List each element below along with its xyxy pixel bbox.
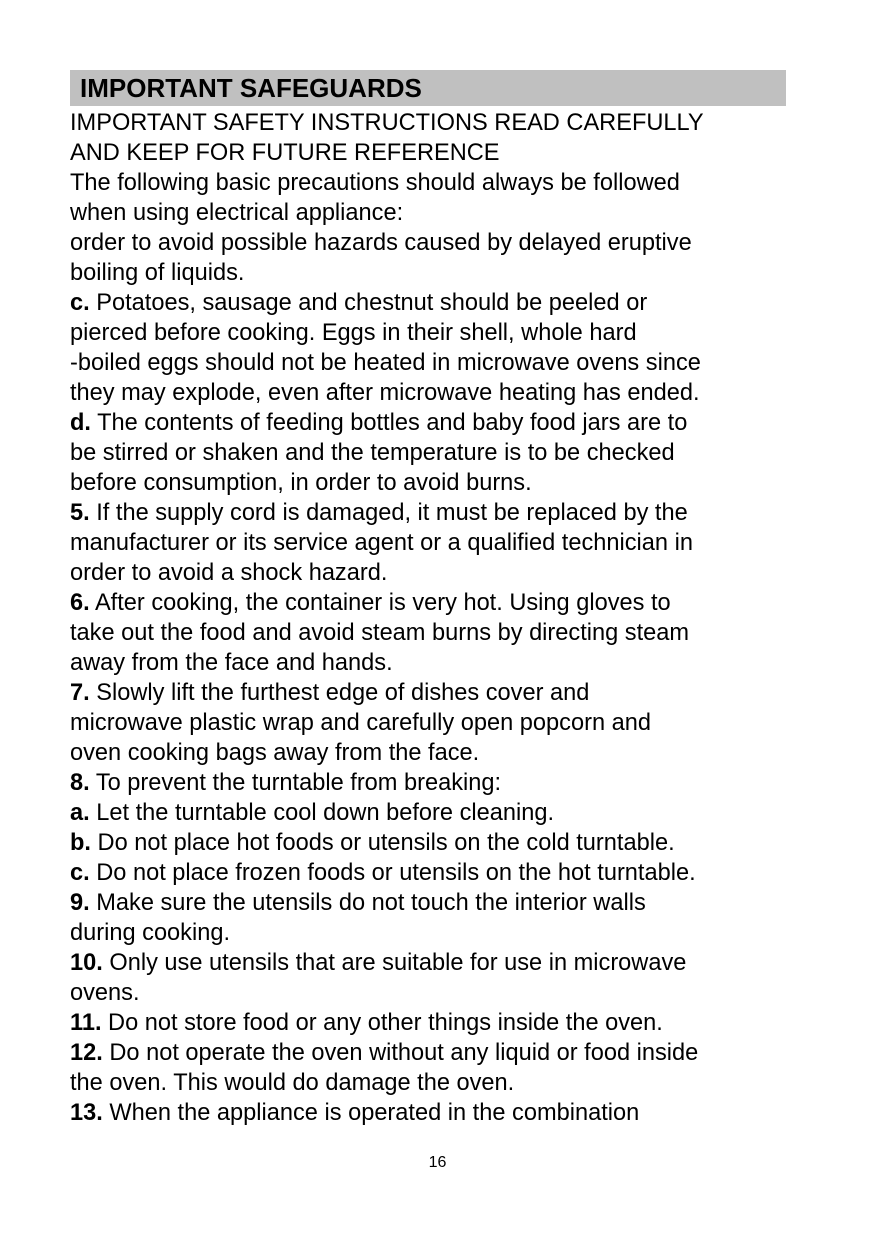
item-text: before consumption, in order to avoid burns. bbox=[70, 470, 532, 496]
item-text: Let the turntable cool down before cleaning. bbox=[89, 800, 555, 826]
item-text: ovens. bbox=[70, 980, 140, 1006]
text-line bbox=[70, 1098, 786, 1128]
item-text: be stirred or shaken and the temperature is to be checked bbox=[70, 440, 675, 466]
item-text: The contents of feeding bottles and baby food jars are to bbox=[90, 410, 688, 436]
item-text: they may explode, even after microwave heating has ended. bbox=[70, 380, 700, 406]
text-line bbox=[70, 468, 786, 498]
text-line bbox=[70, 738, 786, 768]
text-line bbox=[70, 288, 786, 318]
text-line bbox=[70, 408, 786, 438]
text-line bbox=[70, 768, 786, 798]
item-label: 9. bbox=[70, 890, 90, 916]
item-text: the oven. This would do damage the oven. bbox=[70, 1070, 515, 1096]
item-text: oven cooking bags away from the face. bbox=[70, 740, 480, 766]
text-line bbox=[70, 558, 786, 588]
text-line bbox=[70, 858, 786, 888]
text-line bbox=[70, 348, 786, 378]
text-line bbox=[70, 378, 786, 408]
item-label: 6. bbox=[70, 590, 90, 616]
item-text: After cooking, the container is very hot. Using gloves to bbox=[89, 590, 671, 616]
item-text: If the supply cord is damaged, it must be replaced by the bbox=[89, 500, 688, 526]
text-line bbox=[70, 198, 786, 228]
item-label: d. bbox=[70, 410, 91, 436]
text-line bbox=[70, 1008, 786, 1038]
item-text: during cooking. bbox=[70, 920, 231, 946]
item-text: When the appliance is operated in the combination bbox=[102, 1100, 640, 1126]
item-text: Do not operate the oven without any liquid or food inside bbox=[102, 1040, 699, 1066]
text-line bbox=[70, 888, 786, 918]
item-text: Slowly lift the furthest edge of dishes cover and bbox=[89, 680, 590, 706]
item-text: away from the face and hands. bbox=[70, 650, 393, 676]
text-line bbox=[70, 138, 786, 168]
item-label: 11. bbox=[70, 1010, 102, 1036]
item-label: 13. bbox=[70, 1100, 103, 1126]
item-text: order to avoid a shock hazard. bbox=[70, 560, 388, 586]
item-text: pierced before cooking. Eggs in their shell, whole hard bbox=[70, 320, 637, 346]
text-line bbox=[70, 168, 786, 198]
item-text: manufacturer or its service agent or a qualified technician in bbox=[70, 530, 693, 556]
item-text: take out the food and avoid steam burns by directing steam bbox=[70, 620, 690, 646]
item-text: Do not store food or any other things inside the oven. bbox=[101, 1010, 663, 1036]
item-text: boiling of liquids. bbox=[70, 260, 245, 286]
text-line bbox=[70, 528, 786, 558]
item-text: Only use utensils that are suitable for use in microwave bbox=[102, 950, 687, 976]
item-label: 12. bbox=[70, 1040, 103, 1066]
text-line bbox=[70, 588, 786, 618]
item-text: IMPORTANT SAFETY INSTRUCTIONS READ CAREFULLY bbox=[70, 110, 704, 136]
item-text: order to avoid possible hazards caused by delayed eruptive bbox=[70, 230, 692, 256]
item-label: c. bbox=[70, 860, 90, 886]
text-line bbox=[70, 678, 786, 708]
text-line bbox=[70, 618, 786, 648]
document-page bbox=[70, 70, 786, 1128]
section-heading: IMPORTANT SAFEGUARDS bbox=[70, 70, 786, 106]
safeguards-text bbox=[70, 108, 786, 1128]
item-label: 5. bbox=[70, 500, 90, 526]
text-line bbox=[70, 108, 786, 138]
text-line bbox=[70, 708, 786, 738]
item-text: Make sure the utensils do not touch the interior walls bbox=[89, 890, 646, 916]
text-line bbox=[70, 1038, 786, 1068]
text-line bbox=[70, 948, 786, 978]
text-line bbox=[70, 978, 786, 1008]
item-text: To prevent the turntable from breaking: bbox=[89, 770, 502, 796]
item-text: Do not place frozen foods or utensils on the hot turntable. bbox=[89, 860, 696, 886]
text-line bbox=[70, 498, 786, 528]
item-text: Do not place hot foods or utensils on the cold turntable. bbox=[90, 830, 675, 856]
text-line bbox=[70, 1068, 786, 1098]
text-line bbox=[70, 228, 786, 258]
item-label: 7. bbox=[70, 680, 90, 706]
item-text: AND KEEP FOR FUTURE REFERENCE bbox=[70, 140, 500, 166]
text-line bbox=[70, 648, 786, 678]
item-label: 10. bbox=[70, 950, 103, 976]
page-number: 16 bbox=[428, 1154, 447, 1171]
item-text: -boiled eggs should not be heated in microwave ovens since bbox=[70, 350, 701, 376]
text-line bbox=[70, 798, 786, 828]
text-line bbox=[70, 258, 786, 288]
item-label: b. bbox=[70, 830, 91, 856]
item-label: a. bbox=[70, 800, 90, 826]
text-line bbox=[70, 318, 786, 348]
text-line bbox=[70, 438, 786, 468]
item-label: c. bbox=[70, 290, 90, 316]
item-text: microwave plastic wrap and carefully open popcorn and bbox=[70, 710, 651, 736]
text-line bbox=[70, 918, 786, 948]
item-text: Potatoes, sausage and chestnut should be peeled or bbox=[89, 290, 648, 316]
item-text: The following basic precautions should always be followed bbox=[70, 170, 680, 196]
item-label: 8. bbox=[70, 770, 90, 796]
text-line bbox=[70, 828, 786, 858]
item-text: when using electrical appliance: bbox=[70, 200, 404, 226]
